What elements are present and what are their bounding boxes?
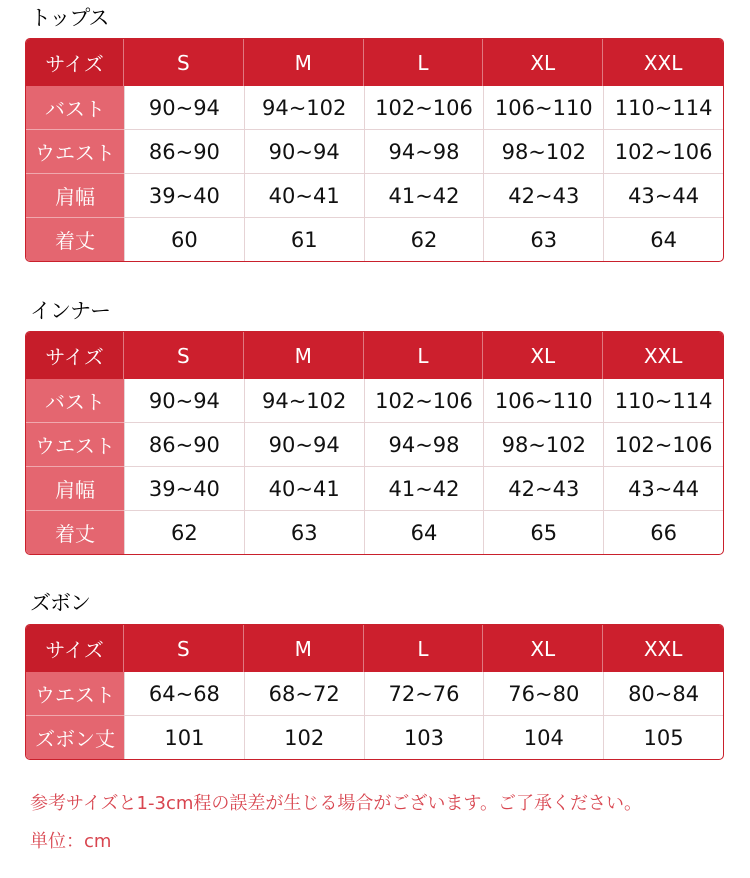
header-size: M (244, 625, 364, 672)
table-cell: 62 (364, 217, 484, 261)
row-label: ズボン丈 (26, 715, 124, 759)
header-size: S (124, 625, 244, 672)
size-table-tops (25, 38, 724, 262)
header-size: L (364, 625, 484, 672)
table-cell: 98~102 (483, 422, 603, 466)
table-cell: 90~94 (124, 86, 244, 129)
table-cell: 103 (364, 715, 484, 759)
table-row (26, 217, 723, 261)
table-row (26, 466, 723, 510)
size-table-pants (25, 624, 724, 760)
table-row (26, 379, 723, 422)
table-cell: 102~106 (364, 379, 484, 422)
row-label: 着丈 (26, 217, 124, 261)
table-row (26, 173, 723, 217)
row-label: 肩幅 (26, 466, 124, 510)
table-cell: 40~41 (244, 173, 364, 217)
table-cell: 39~40 (124, 466, 244, 510)
table-cell: 63 (483, 217, 603, 261)
header-size: M (244, 332, 364, 379)
section-title-pants: ズボン (30, 591, 90, 615)
header-size: L (364, 39, 484, 86)
table-cell: 72~76 (364, 672, 484, 715)
header-size: XXL (603, 39, 723, 86)
header-size: XXL (603, 625, 723, 672)
row-label: ウエスト (26, 129, 124, 173)
table-cell: 94~102 (244, 86, 364, 129)
header-size: M (244, 39, 364, 86)
table-header-row (26, 39, 723, 86)
size-note: 参考サイズと1-3cm程の誤差が生じる場合がございます。ご了承ください。 (30, 793, 642, 814)
table-cell: 94~98 (364, 129, 484, 173)
table-cell: 61 (244, 217, 364, 261)
table-cell: 94~98 (364, 422, 484, 466)
table-cell: 40~41 (244, 466, 364, 510)
table-cell: 68~72 (244, 672, 364, 715)
table-cell: 63 (244, 510, 364, 554)
table-cell: 102 (244, 715, 364, 759)
table-cell: 43~44 (603, 173, 723, 217)
table-cell: 76~80 (483, 672, 603, 715)
table-row (26, 510, 723, 554)
table-cell: 110~114 (603, 379, 723, 422)
table-row (26, 715, 723, 759)
unit-note: 単位：cm (30, 831, 112, 852)
row-label: 肩幅 (26, 173, 124, 217)
table-row (26, 86, 723, 129)
header-size: XL (483, 39, 603, 86)
table-cell: 64 (603, 217, 723, 261)
table-cell: 42~43 (483, 466, 603, 510)
header-label: サイズ (26, 39, 124, 86)
table-cell: 64 (364, 510, 484, 554)
table-cell: 64~68 (124, 672, 244, 715)
table-header-row (26, 332, 723, 379)
section-title-inner: インナー (30, 299, 110, 323)
table-cell: 104 (483, 715, 603, 759)
table-cell: 94~102 (244, 379, 364, 422)
table-header-row (26, 625, 723, 672)
table-cell: 42~43 (483, 173, 603, 217)
row-label: ウエスト (26, 672, 124, 715)
table-cell: 86~90 (124, 129, 244, 173)
table-cell: 41~42 (364, 173, 484, 217)
table-cell: 60 (124, 217, 244, 261)
table-cell: 101 (124, 715, 244, 759)
table-cell: 80~84 (603, 672, 723, 715)
table-row (26, 422, 723, 466)
header-size: XL (483, 625, 603, 672)
header-size: L (364, 332, 484, 379)
table-cell: 41~42 (364, 466, 484, 510)
table-cell: 90~94 (244, 129, 364, 173)
table-cell: 90~94 (244, 422, 364, 466)
table-cell: 90~94 (124, 379, 244, 422)
row-label: バスト (26, 379, 124, 422)
table-row (26, 672, 723, 715)
row-label: 着丈 (26, 510, 124, 554)
row-label: ウエスト (26, 422, 124, 466)
table-cell: 102~106 (603, 129, 723, 173)
header-size: XL (483, 332, 603, 379)
row-label: バスト (26, 86, 124, 129)
size-table-inner (25, 331, 724, 555)
header-label: サイズ (26, 625, 124, 672)
table-cell: 43~44 (603, 466, 723, 510)
table-cell: 105 (603, 715, 723, 759)
table-cell: 62 (124, 510, 244, 554)
section-title-tops: トップス (30, 6, 109, 30)
table-cell: 98~102 (483, 129, 603, 173)
table-cell: 66 (603, 510, 723, 554)
header-label: サイズ (26, 332, 124, 379)
table-row (26, 129, 723, 173)
table-cell: 106~110 (483, 86, 603, 129)
table-cell: 39~40 (124, 173, 244, 217)
table-cell: 65 (483, 510, 603, 554)
header-size: XXL (603, 332, 723, 379)
header-size: S (124, 39, 244, 86)
header-size: S (124, 332, 244, 379)
table-cell: 102~106 (364, 86, 484, 129)
table-cell: 102~106 (603, 422, 723, 466)
table-cell: 110~114 (603, 86, 723, 129)
table-cell: 106~110 (483, 379, 603, 422)
table-cell: 86~90 (124, 422, 244, 466)
